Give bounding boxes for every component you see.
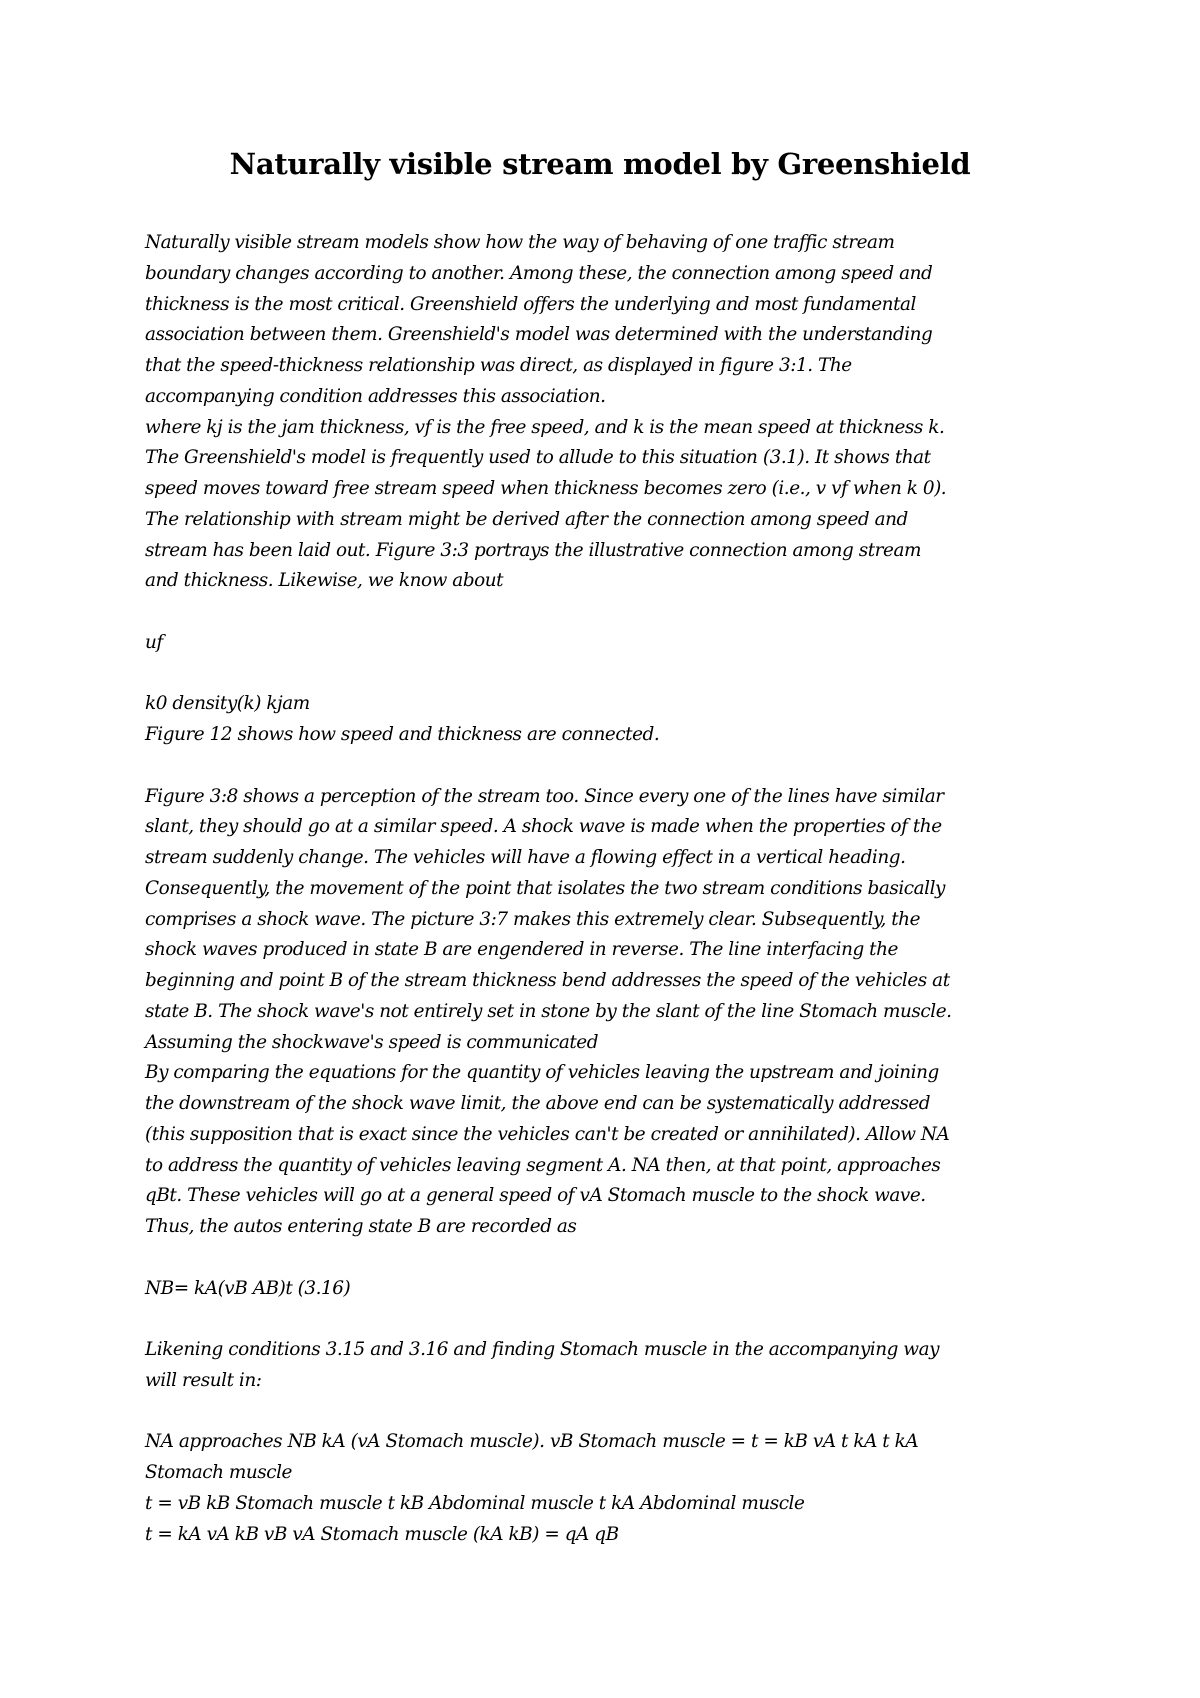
body-line: boundary changes according to another. Among these, the connection among speed and (145, 262, 933, 284)
body-line: the downstream of the shock wave limit, the above end can be systematically addressed (145, 1093, 931, 1114)
body-line: beginning and point B of the stream thickness bend addresses the speed of the vehicles at (145, 970, 950, 991)
body-line: and thickness. Likewise, we know about (145, 570, 504, 592)
blank-line (145, 1243, 1070, 1274)
body-line: state B. The shock wave's not entirely set in stone by the slant of the line Stomach muscle. (145, 1000, 952, 1022)
body-line: Figure 3:8 shows a perception of the stream too. Since every one of the lines have similar (145, 785, 944, 807)
body-line: will result in: (145, 1369, 262, 1391)
body-line: comprises a shock wave. The picture 3:7 makes this extremely clear. Subsequently, the (145, 908, 921, 930)
document-body (145, 228, 1070, 1550)
body-line: The relationship with stream might be derived after the connection among speed and (145, 508, 908, 530)
body-line: uf (145, 631, 163, 653)
blank-line (145, 659, 1070, 690)
body-line: Naturally visible stream models show how the way of behaving of one traffic stream (145, 232, 895, 253)
equation-line: NA approaches NB kA (vA Stomach muscle). vB Stomach muscle = t = kB vA t kA t kA (145, 1431, 919, 1453)
body-line: stream suddenly change. The vehicles will have a flowing effect in a vertical heading. (145, 847, 906, 868)
body-line: Assuming the shockwave's speed is communicated (145, 1031, 599, 1053)
blank-line (145, 1304, 1070, 1335)
body-line: stream has been laid out. Figure 3:3 portrays the illustrative connection among stream (145, 539, 921, 561)
equation-line: t = kA vA kB vB vA Stomach muscle (kA kB) = qA qB (145, 1523, 619, 1545)
body-line: shock waves produced in state B are engendered in reverse. The line interfacing the (145, 939, 898, 961)
body-line: association between them. Greenshield's model was determined with the understanding (145, 324, 933, 346)
body-line: Thus, the autos entering state B are recorded as (145, 1216, 577, 1237)
body-line: speed moves toward free stream speed when thickness becomes zero (i.e., v vf when k 0). (145, 478, 947, 499)
equation-line: NB= kA(vB AB)t (3.16) (145, 1277, 351, 1299)
body-line: that the speed-thickness relationship was direct, as displayed in figure 3:1. The (145, 355, 852, 376)
blank-line (145, 1397, 1070, 1428)
body-line: to address the quantity of vehicles leaving segment A. NA then, at that point, approaches (145, 1154, 941, 1176)
body-line: k0 density(k) kjam (145, 693, 310, 715)
body-line: The Greenshield's model is frequently used to allude to this situation (3.1). It shows that (145, 447, 931, 469)
body-line: accompanying condition addresses this association. (145, 385, 606, 407)
body-line: qBt. These vehicles will go at a general speed of vA Stomach muscle to the shock wave. (145, 1185, 926, 1207)
body-line: (this supposition that is exact since the vehicles can't be created or annihilated). Allow NA (145, 1123, 950, 1145)
blank-line (145, 751, 1070, 782)
body-line: Figure 12 shows how speed and thickness are connected. (145, 724, 660, 745)
body-line: Consequently, the movement of the point that isolates the two stream conditions basically (145, 877, 945, 899)
equation-line: Stomach muscle (145, 1462, 292, 1483)
body-line: By comparing the equations for the quantity of vehicles leaving the upstream and joining (145, 1062, 939, 1084)
equation-line: t = vB kB Stomach muscle t kB Abdominal muscle t kA Abdominal muscle (145, 1492, 805, 1514)
body-line: slant, they should go at a similar speed. A shock wave is made when the properties of the (145, 816, 942, 838)
body-line: Likening conditions 3.15 and 3.16 and finding Stomach muscle in the accompanying way (145, 1339, 940, 1360)
body-line: thickness is the most critical. Greenshield offers the underlying and most fundamental (145, 293, 916, 315)
blank-line (145, 597, 1070, 628)
document-title: Naturally visible stream model by Greenshield (229, 147, 971, 181)
body-line: where kj is the jam thickness, vf is the free speed, and k is the mean speed at thickness k. (145, 416, 945, 438)
